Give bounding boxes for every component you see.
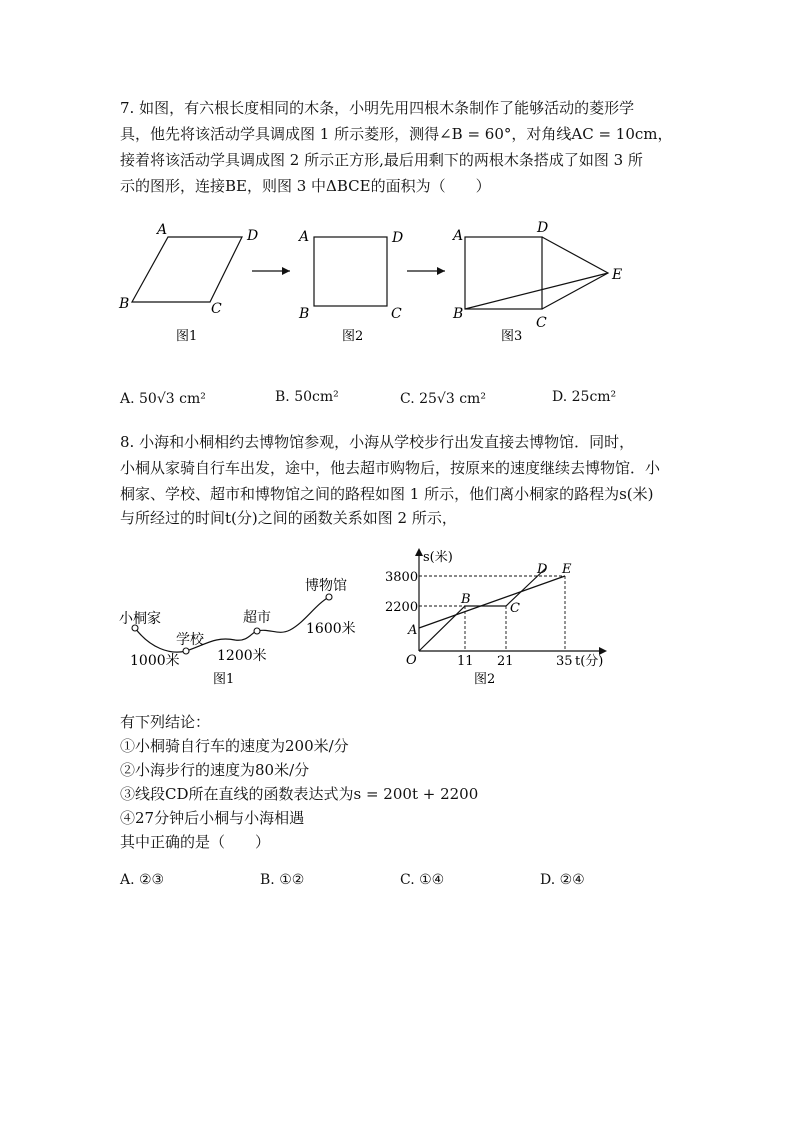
fig1-label-b: B [119,296,130,312]
graph-y-tick-3800: 3800 [385,570,419,585]
q8-ask: 其中正确的是（ ） [120,833,271,851]
graph-y-arrow [415,548,423,556]
fig2-label-d: D [392,230,404,246]
graph-x-label: t(分) [575,654,604,669]
route-place-home: 小桐家 [119,611,161,627]
route-node-school [183,648,189,654]
q8-option-d[interactable]: D. ②④ [540,872,585,888]
graph-point-a: A [408,623,418,638]
graph-line-ae [419,576,565,628]
fig3-label-d: D [537,220,549,236]
q7-option-a[interactable]: A. 50√3 cm² [120,391,206,407]
q8-line-3: 桐家、学校、超市和博物馆之间的路程如图 1 所示，他们离小桐家的路程为s(米) [120,485,654,503]
graph-point-e: E [562,562,572,577]
route-distance-3: 1600米 [306,621,356,637]
route-node-market [254,628,260,634]
graph-point-b: B [461,592,471,607]
q8-option-c[interactable]: C. ①④ [400,872,445,888]
q7-option-c[interactable]: C. 25√3 cm² [400,391,486,407]
fig2-caption: 图2 [342,329,364,344]
q7-line-3: 接着将该活动学具调成图 2 所示正方形,最后用剩下的两根木条搭成了如图 3 所 [120,151,643,169]
graph-x-tick-11: 11 [457,654,474,669]
route-distance-2: 1200米 [217,648,267,664]
route-caption: 图1 [213,672,235,687]
fig3-label-b: B [453,306,464,322]
graph-guides [419,576,565,651]
q7-line-4: 示的图形，连接BE，则图 3 中ΔBCE的面积为（ ） [120,177,491,195]
q8-line-1: 8. 小海和小桐相约去博物馆参观，小海从学校步行出发直接去博物馆．同时， [120,433,635,451]
graph-y-label: s(米) [423,550,453,565]
q8-option-b[interactable]: B. ①② [260,872,305,888]
graph-point-c: C [510,601,520,616]
q8-line-2: 小桐从家骑自行车出发，途中，他去超市购物后，按原来的速度继续去博物馆．小 [120,459,661,477]
q7-option-b[interactable]: B. 50cm² [275,389,339,405]
route-path [135,597,329,652]
fig3-caption: 图3 [501,329,523,344]
q8-conclusion-1: ①小桐骑自行车的速度为200米/分 [120,737,349,755]
q8-conclusion-2: ②小海步行的速度为80米/分 [120,761,310,779]
route-distance-1: 1000米 [130,653,180,669]
q7-line-2: 具，他先将该活动学具调成图 1 所示菱形，测得∠B = 60°，对角线AC = 10cm， [120,125,673,143]
fig1-label-a: A [157,222,168,238]
fig1-caption: 图1 [176,329,198,344]
fig1-label-d: D [247,228,259,244]
q8-conclusion-3: ③线段CD所在直线的函数表达式为s = 200t + 2200 [120,785,479,803]
graph-y-tick-2200: 2200 [385,600,419,615]
graph-caption: 图2 [474,672,496,687]
graph-line-obcd [419,568,546,651]
graph-x-tick-35: 35 [556,654,573,669]
fig3-label-e: E [612,267,623,283]
q7-option-d[interactable]: D. 25cm² [552,389,617,405]
q8-conclusion-4: ④27分钟后小桐与小海相遇 [120,809,305,827]
fig2-label-c: C [391,306,402,322]
fig1-label-c: C [211,301,222,317]
route-place-market: 超市 [243,610,271,626]
q8-line-4: 与所经过的时间t(分)之间的函数关系如图 2 所示， [120,509,457,527]
fig3-label-a: A [453,228,464,244]
q8-option-a[interactable]: A. ②③ [120,872,165,888]
route-place-school: 学校 [176,632,204,648]
q7-line-1: 7. 如图，有六根长度相同的木条，小明先用四根木条制作了能够活动的菱形学 [120,99,635,117]
q8-conclusions-intro: 有下列结论： [120,713,211,731]
fig3-label-c: C [536,315,547,331]
route-place-museum: 博物馆 [305,578,347,594]
fig2-label-a: A [299,229,310,245]
fig2-label-b: B [299,306,310,322]
route-node-museum [326,594,332,600]
graph-x-tick-21: 21 [497,654,514,669]
graph-origin: O [406,653,417,668]
graph-point-d: D [537,562,548,577]
